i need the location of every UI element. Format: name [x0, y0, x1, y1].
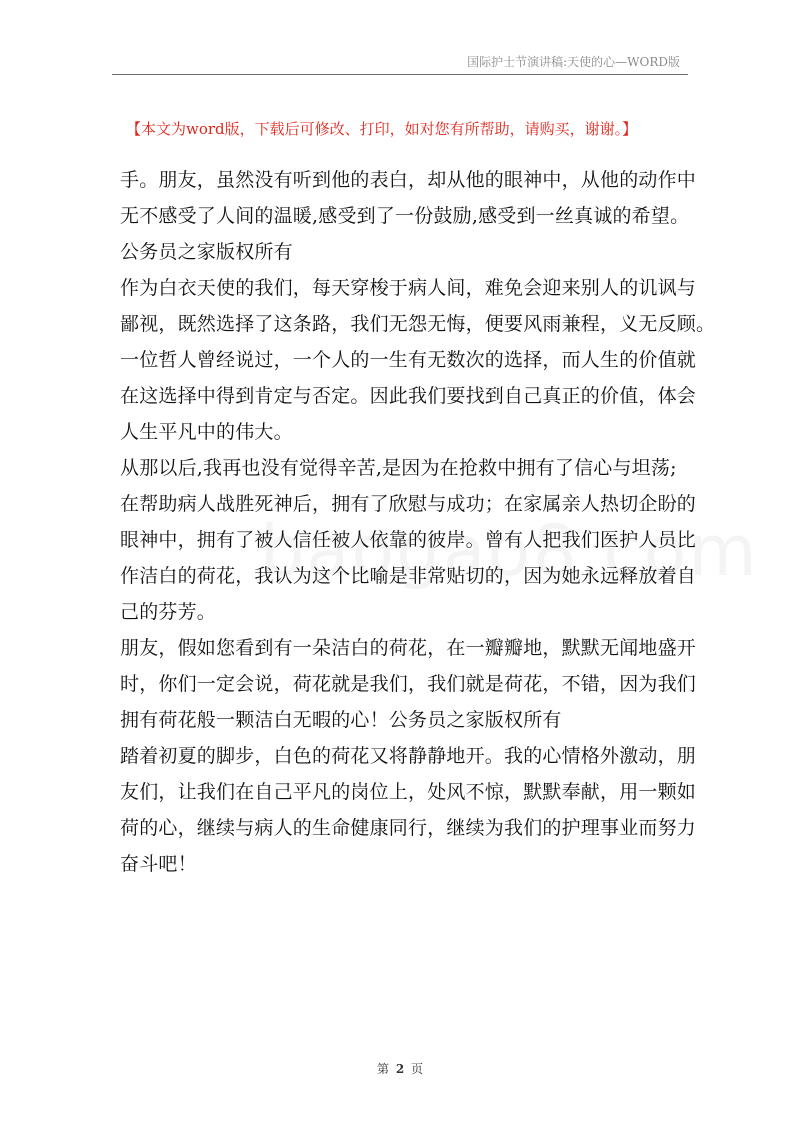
- header-title: 国际护士节演讲稿:天使的心—WORD版: [467, 55, 680, 69]
- text-line: 无不感受了人间的温暖,感受到了一份鼓励,感受到一丝真诚的希望。: [120, 205, 690, 227]
- text-line: 从那以后,我再也没有觉得辛苦,是因为在抢救中拥有了信心与坦荡;: [120, 457, 677, 479]
- paragraph: [120, 738, 697, 882]
- text-line: 己的芬芳。: [120, 601, 217, 623]
- text-line: 在这选择中得到肯定与否定。因此我们要找到自己真正的价值，体会: [120, 385, 697, 407]
- footer-suffix: 页: [411, 1062, 424, 1076]
- text-line: 在帮助病人战胜死神后，拥有了欣慰与成功；在家属亲人热切企盼的: [120, 493, 697, 515]
- text-line: 作为白衣天使的我们，每天穿梭于病人间，难免会迎来别人的讥讽与: [120, 277, 697, 299]
- text-line: 奋斗吧！: [120, 853, 197, 875]
- text-line: 作洁白的荷花，我认为这个比喻是非常贴切的，因为她永远释放着自: [120, 565, 697, 587]
- text-line: 人生平凡中的伟大。: [120, 421, 293, 443]
- text-line: 时，你们一定会说，荷花就是我们，我们就是荷花，不错，因为我们: [120, 673, 697, 695]
- paragraph: [120, 630, 697, 738]
- text-line: 手。朋友，虽然没有听到他的表白，却从他的眼神中，从他的动作中: [120, 169, 697, 191]
- text-line: 荷的心，继续与病人的生命健康同行，继续为我们的护理事业而努力: [120, 817, 697, 839]
- text-line: 踏着初夏的脚步，白色的荷花又将静静地开。我的心情格外激动，朋: [120, 745, 697, 767]
- paragraph: [120, 162, 697, 270]
- text-line: 朋友，假如您看到有一朵洁白的荷花，在一瓣瓣地，默默无闻地盛开: [120, 637, 697, 659]
- paragraph: [120, 450, 697, 630]
- text-line: 一位哲人曾经说过，一个人的一生有无数次的选择，而人生的价值就: [120, 349, 697, 371]
- text-line: 公务员之家版权所有: [120, 241, 293, 263]
- text-line: 鄙视，既然选择了这条路，我们无怨无悔，便要风雨兼程，义无反顾。: [120, 313, 716, 335]
- text-line: 拥有荷花般一颗洁白无暇的心！公务员之家版权所有: [120, 709, 562, 731]
- download-notice: 【本文为word版，下载后可修改、打印，如对您有所帮助，请购买，谢谢。】: [126, 120, 638, 138]
- text-line: 眼神中，拥有了被人信任被人依靠的彼岸。曾有人把我们医护人员比: [120, 529, 697, 551]
- paragraph: [120, 270, 716, 450]
- page-number: 2: [395, 1062, 405, 1076]
- page-footer: [0, 1060, 800, 1077]
- footer-prefix: 第: [376, 1062, 389, 1076]
- text-line: 友们，让我们在自己平凡的岗位上，处风不惊，默默奉献，用一颗如: [120, 781, 697, 803]
- document-body: [120, 162, 716, 882]
- page-header: [112, 50, 688, 75]
